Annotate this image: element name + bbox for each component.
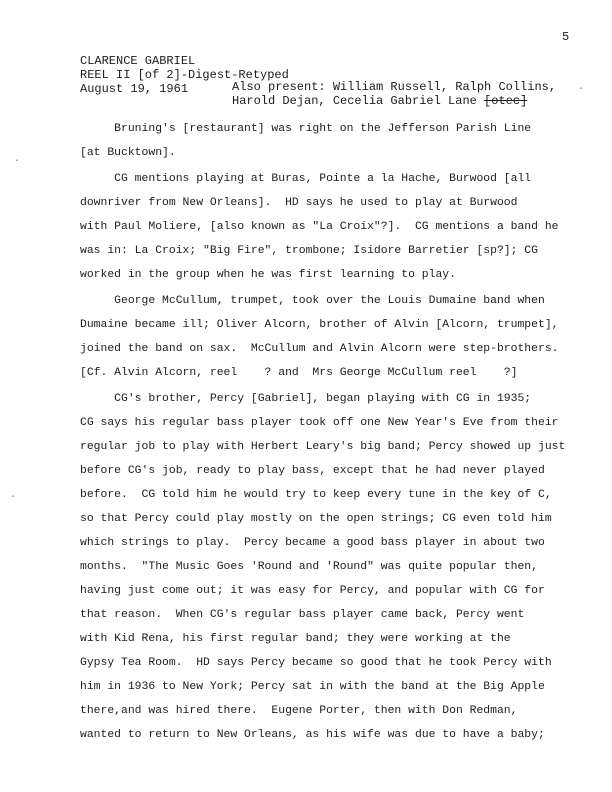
interviewee-name: CLARENCE GABRIEL (80, 54, 196, 68)
body-line: CG says his regular bass player took off one New Year's Eve from their (80, 417, 559, 429)
margin-mark: · (10, 492, 17, 503)
margin-mark: · (578, 84, 585, 95)
body-line: so that Percy could play mostly on the open strings; CG even told him (80, 513, 552, 525)
body-line: Bruning's [restaurant] was right on the Jefferson Parish Line (80, 123, 532, 135)
body-line: that reason. When CG's regular bass player came back, Percy went (80, 609, 525, 621)
body-line: before CG's job, ready to play bass, except that he had never played (80, 465, 545, 477)
also-present-line-1: Also present: William Russell, Ralph Collins, (232, 80, 557, 94)
body-line: with Paul Moliere, [also known as "La Croix"?]. CG mentions a band he (80, 221, 559, 233)
body-line: months. "The Music Goes 'Round and 'Round" was quite popular then, (80, 561, 538, 573)
body-line: him in 1936 to New York; Percy sat in with the band at the Big Apple (80, 681, 545, 693)
body-line: having just come out; it was easy for Percy, and popular with CG for (80, 585, 545, 597)
body-line: which strings to play. Percy became a good bass player in about two (80, 537, 545, 549)
body-line: [at Bucktown]. (80, 147, 176, 159)
also-present-names: Harold Dejan, Cecelia Gabriel Lane (232, 94, 477, 108)
interview-date: August 19, 1961 (80, 82, 189, 96)
body-line: [Cf. Alvin Alcorn, reel ? and Mrs George McCullum reel ?] (80, 367, 518, 379)
body-line: wanted to return to New Orleans, as his wife was due to have a baby; (80, 729, 545, 741)
body-line: joined the band on sax. McCullum and Alvin Alcorn were step-brothers. (80, 343, 559, 355)
body-line: worked in the group when he was first learning to play. (80, 269, 456, 281)
body-line: Dumaine became ill; Oliver Alcorn, brother of Alvin [Alcorn, trumpet], (80, 319, 559, 331)
body-line: CG mentions playing at Buras, Pointe a la Hache, Burwood [all (80, 173, 532, 185)
body-line: downriver from New Orleans]. HD says he used to play at Burwood (80, 197, 518, 209)
also-present-line-2 (232, 94, 527, 108)
margin-mark: · (14, 156, 21, 167)
body-line: was in: La Croix; "Big Fire", trombone; Isidore Barretier [sp?]; CG (80, 245, 538, 257)
body-line: Gypsy Tea Room. HD says Percy became so good that he took Percy with (80, 657, 552, 669)
body-line: George McCullum, trumpet, took over the Louis Dumaine band when (80, 295, 545, 307)
body-line: CG's brother, Percy [Gabriel], began playing with CG in 1935; (80, 393, 532, 405)
page-number: 5 (562, 30, 570, 44)
body-line: regular job to play with Herbert Leary's big band; Percy showed up just (80, 441, 566, 453)
body-line: before. CG told him he would try to keep every tune in the key of C, (80, 489, 552, 501)
body-line: there,and was hired there. Eugene Porter, then with Don Redman, (80, 705, 518, 717)
reel-label: REEL II [of 2]-Digest-Retyped (80, 68, 289, 82)
body-line: with Kid Rena, his first regular band; they were working at the (80, 633, 511, 645)
struck-text: [otec] (484, 94, 528, 108)
